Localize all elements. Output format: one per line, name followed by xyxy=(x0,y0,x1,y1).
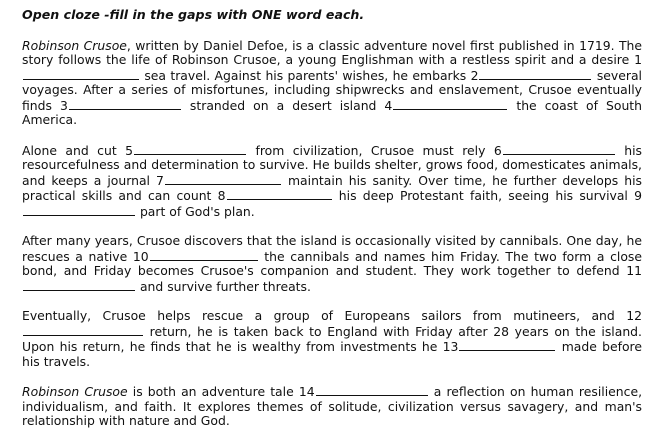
paragraph-text: a reflection on human resilience, individualism, and faith. It explores themes of solitude, civilization versus savagery, and man's relationship with nature and God. xyxy=(22,384,643,428)
worksheet-title: Open cloze -fill in the gaps with ONE word each. xyxy=(22,7,365,22)
gap-5-blank[interactable] xyxy=(134,143,246,155)
paragraph-text: part of God's plan. xyxy=(136,203,255,219)
paragraph-text: his deep Protestant faith, seeing his survival 9 xyxy=(332,188,642,203)
paragraph-text: return, he is taken back to England with Friday after 28 years on the island. Upon his return, he finds that he is wealthy from investments he 13 xyxy=(22,323,642,354)
paragraph-text: , written by Daniel Defoe, is a classic adventure novel first published in 1719. The story follows the life of Robinson Crusoe, a young Englishman with a restless spirit and a desire 1 xyxy=(22,37,642,67)
paragraph-2 xyxy=(22,143,642,220)
gap-8-blank[interactable] xyxy=(227,188,332,200)
paragraph-text: sea travel. Against his parents' wishes, he embarks 2 xyxy=(140,67,479,83)
paragraph-text: from civilization, Crusoe must rely 6 xyxy=(247,142,502,158)
paragraph-1 xyxy=(22,39,642,128)
book-title: Robinson Crusoe xyxy=(22,384,128,399)
paragraph-text: and survive further threats. xyxy=(136,278,311,294)
gap-2-blank[interactable] xyxy=(479,68,591,80)
paragraph-text: After many years, Crusoe discovers that the island is occasionally visited by cannibals. One day, he rescues a native 10 xyxy=(22,233,642,264)
gap-9-blank[interactable] xyxy=(23,204,135,216)
gap-14-blank[interactable] xyxy=(316,384,428,396)
paragraph-5 xyxy=(22,384,642,429)
paragraph-3 xyxy=(22,234,642,294)
paragraph-text: made before his travels. xyxy=(22,339,642,369)
gap-6-blank[interactable] xyxy=(503,143,615,155)
paragraph-text: maintain his sanity. Over time, he further develops his practical skills and can count 8 xyxy=(22,172,642,203)
gap-11-blank[interactable] xyxy=(23,279,135,291)
paragraph-text: the cannibals and names him Friday. The two form a close bond, and Friday becomes Crusoe's companion and student. They work together to defend 11 xyxy=(22,248,643,278)
paragraph-text: is both an adventure tale 14 xyxy=(127,384,315,399)
paragraph-text: Eventually, Crusoe helps rescue a group of Europeans sailors from mutineers, and 12 xyxy=(22,308,642,323)
gap-4-blank[interactable] xyxy=(393,98,507,110)
paragraph-text: several voyages. After a series of misfortunes, including shipwrecks and enslavement, Crusoe eventually finds 3 xyxy=(22,67,642,113)
gap-10-blank[interactable] xyxy=(150,249,258,261)
gap-12-blank[interactable] xyxy=(23,324,143,336)
paragraph-text: his resourcefulness and determination to survive. He builds shelter, grows food, domesticates animals, and keeps a journal 7 xyxy=(22,142,642,188)
paragraph-text: the coast of South America. xyxy=(22,97,643,127)
gap-7-blank[interactable] xyxy=(165,173,281,185)
paragraph-4 xyxy=(22,309,642,369)
gap-13-blank[interactable] xyxy=(459,339,555,351)
book-title: Robinson Crusoe xyxy=(22,37,127,53)
gap-1-blank[interactable] xyxy=(23,68,139,80)
paragraph-text: Alone and cut 5 xyxy=(22,142,134,158)
paragraph-text: stranded on a desert island 4 xyxy=(181,97,393,113)
gap-3-blank[interactable] xyxy=(69,98,181,110)
